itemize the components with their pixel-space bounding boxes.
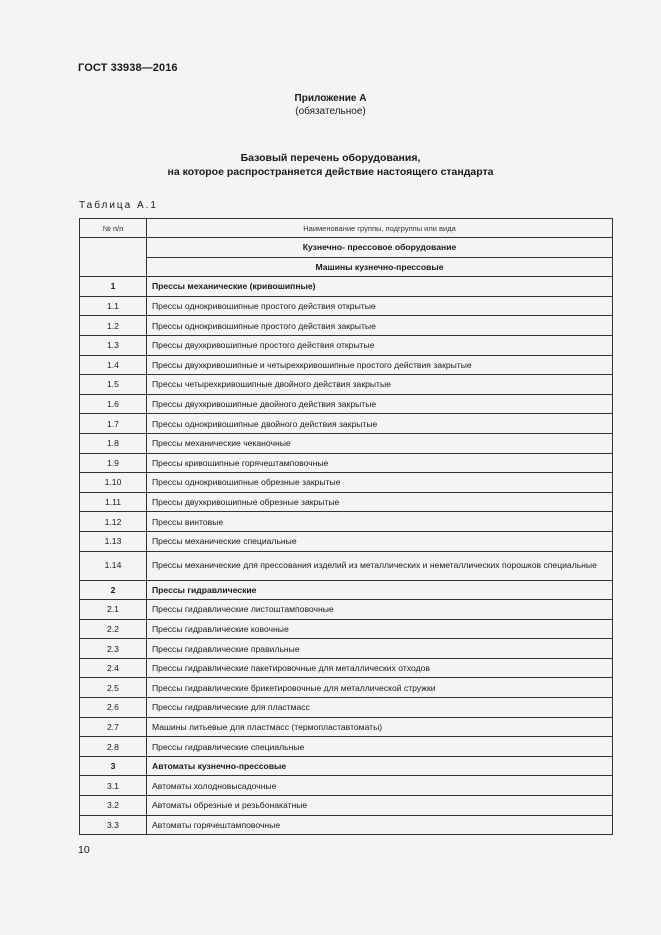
equipment-table — [79, 218, 613, 835]
table-cell-number: 2.7 — [80, 717, 147, 737]
table-row — [80, 658, 613, 678]
table-header-row — [80, 219, 613, 238]
table-cell-name: Машины литьевые для пластмасс (термопластавтоматы) — [147, 717, 613, 737]
table-cell-number: 2.5 — [80, 678, 147, 698]
column-header-number: № п/п — [80, 219, 147, 238]
table-cell-name: Прессы двухкривошипные простого действия открытые — [147, 335, 613, 355]
table-cell-number: 3.1 — [80, 776, 147, 796]
table-row — [80, 580, 613, 600]
table-row — [80, 296, 613, 316]
table-row — [80, 355, 613, 375]
annex-title: Приложение А — [294, 93, 367, 104]
table-cell-number: 1.13 — [80, 531, 147, 551]
table-cell-name: Автоматы горячештамповочные — [147, 815, 613, 835]
table-row — [80, 717, 613, 737]
table-row — [80, 473, 613, 493]
table-cell-name: Прессы однокривошипные простого действия открытые — [147, 296, 613, 316]
table-cell-number: 1.3 — [80, 335, 147, 355]
table-cell-number: 3.2 — [80, 796, 147, 816]
table-cell-name: Прессы однокривошипные простого действия закрытые — [147, 316, 613, 336]
subsection-title: Машины кузнечно-прессовые — [147, 257, 613, 277]
table-caption: Таблица А.1 — [79, 200, 158, 211]
table-row — [80, 433, 613, 453]
table-cell-number: 2.8 — [80, 737, 147, 757]
table-row — [80, 316, 613, 336]
table-cell-name: Прессы двухкривошипные двойного действия закрытые — [147, 394, 613, 414]
annex-header — [0, 92, 661, 118]
table-cell-number: 1.4 — [80, 355, 147, 375]
table-cell-name: Прессы механические специальные — [147, 531, 613, 551]
table-cell-name: Прессы гидравлические листоштамповочные — [147, 600, 613, 620]
annex-subtitle: (обязательное) — [295, 106, 366, 117]
table-cell-number: 1.7 — [80, 414, 147, 434]
table-row — [80, 776, 613, 796]
table-cell-number — [80, 238, 147, 258]
table-cell-number: 2.2 — [80, 619, 147, 639]
table-cell-name: Прессы гидравлические специальные — [147, 737, 613, 757]
table-cell-number: 1.6 — [80, 394, 147, 414]
table-cell-number: 2.4 — [80, 658, 147, 678]
section-title: Кузнечно- прессовое оборудование — [147, 238, 613, 258]
table-cell-name: Прессы гидравлические пакетировочные для металлических отходов — [147, 658, 613, 678]
table-cell-number: 3.3 — [80, 815, 147, 835]
table-cell-number: 1.11 — [80, 492, 147, 512]
table-row — [80, 453, 613, 473]
table-row — [80, 698, 613, 718]
table-row — [80, 335, 613, 355]
table-cell-number: 1.2 — [80, 316, 147, 336]
table-cell-number: 2.1 — [80, 600, 147, 620]
table-cell-name: Прессы двухкривошипные обрезные закрытые — [147, 492, 613, 512]
table-cell-name: Прессы винтовые — [147, 512, 613, 532]
table-cell-name: Прессы гидравлические ковочные — [147, 619, 613, 639]
table-row — [80, 394, 613, 414]
section-row — [80, 257, 613, 277]
table-row — [80, 375, 613, 395]
heading-line-2: на которое распространяется действие настоящего стандарта — [167, 166, 494, 178]
table-row — [80, 277, 613, 297]
table-cell-name: Автоматы кузнечно-прессовые — [147, 756, 613, 776]
table-cell-name: Автоматы обрезные и резьбонакатные — [147, 796, 613, 816]
heading-line-1: Базовый перечень оборудования, — [240, 152, 421, 164]
table-row — [80, 551, 613, 580]
table-cell-number: 1.5 — [80, 375, 147, 395]
table-row — [80, 796, 613, 816]
table-row — [80, 639, 613, 659]
table-row — [80, 600, 613, 620]
table-cell-number: 2.6 — [80, 698, 147, 718]
table-cell-number: 1 — [80, 277, 147, 297]
section-heading — [0, 151, 661, 179]
table-row — [80, 619, 613, 639]
table-cell-number: 2 — [80, 580, 147, 600]
table-row — [80, 492, 613, 512]
table-cell-name: Прессы двухкривошипные и четырехкривошипные простого действия закрытые — [147, 355, 613, 375]
table-row — [80, 737, 613, 757]
table-cell-name: Прессы механические для прессования изделий из металлических и неметаллических порошков специальные — [147, 551, 613, 580]
table-cell-name: Прессы однокривошипные двойного действия закрытые — [147, 414, 613, 434]
document-code: ГОСТ 33938—2016 — [78, 62, 178, 74]
table-cell-name: Прессы гидравлические брикетировочные для металлической стружки — [147, 678, 613, 698]
page-number: 10 — [78, 844, 90, 856]
section-row — [80, 238, 613, 258]
table-row — [80, 815, 613, 835]
table-cell-name: Прессы однокривошипные обрезные закрытые — [147, 473, 613, 493]
table-cell-number: 1.9 — [80, 453, 147, 473]
table-cell-name: Прессы гидравлические правильные — [147, 639, 613, 659]
table-cell-number: 2.3 — [80, 639, 147, 659]
table-row — [80, 678, 613, 698]
table-cell-name: Прессы механические (кривошипные) — [147, 277, 613, 297]
column-header-name: Наименование группы, подгруппы или вида — [147, 219, 613, 238]
table-cell-number: 1.1 — [80, 296, 147, 316]
table-cell-name: Прессы четырехкривошипные двойного действия закрытые — [147, 375, 613, 395]
table-row — [80, 756, 613, 776]
table-cell-number: 1.10 — [80, 473, 147, 493]
table-row — [80, 531, 613, 551]
table-cell-number: 1.8 — [80, 433, 147, 453]
table-cell-name: Автоматы холодновысадочные — [147, 776, 613, 796]
table-cell-number: 1.14 — [80, 551, 147, 580]
table-cell-name: Прессы кривошипные горячештамповочные — [147, 453, 613, 473]
table-row — [80, 414, 613, 434]
table-row — [80, 512, 613, 532]
table-cell-number: 1.12 — [80, 512, 147, 532]
table-cell-number — [80, 257, 147, 277]
table-cell-name: Прессы гидравлические — [147, 580, 613, 600]
table-cell-name: Прессы механические чеканочные — [147, 433, 613, 453]
table-cell-name: Прессы гидравлические для пластмасс — [147, 698, 613, 718]
table-cell-number: 3 — [80, 756, 147, 776]
